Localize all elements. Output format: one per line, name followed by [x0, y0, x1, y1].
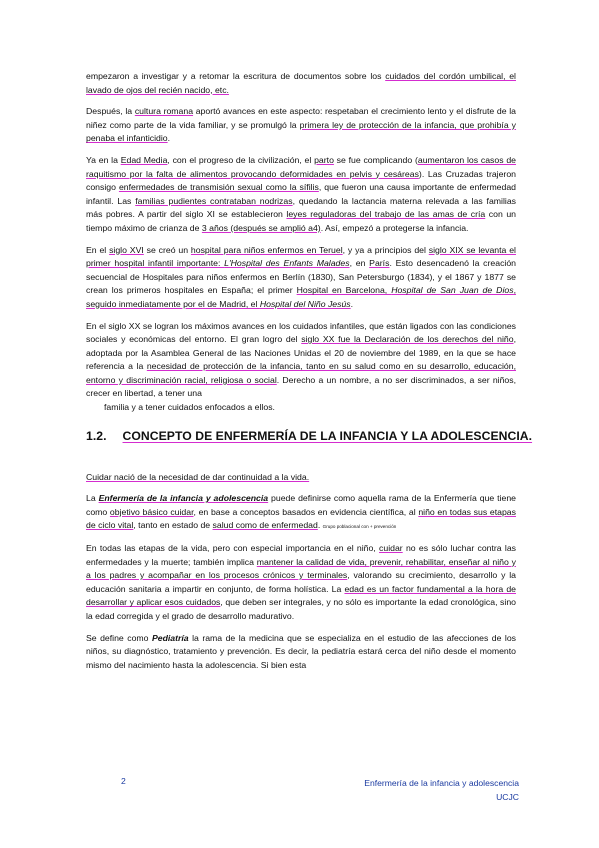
text-run: . [317, 520, 323, 531]
paragraph-nursing-definition [86, 492, 516, 534]
highlight-run: familias pudientes contrataban nodrizas [135, 195, 293, 206]
text-run: . [350, 298, 354, 309]
text-run: no es sólo luchar contra las enfermedades y la muerte; también implica [86, 543, 516, 567]
paragraph-umbilical-care [86, 70, 516, 97]
highlight-run: parto [314, 154, 334, 165]
highlight-run: L'Hospital des Enfants Malades [224, 258, 350, 269]
text-run: , quedando la lactancia materna relevada a las familias más pobres. A partir del siglo XI se establecieron [86, 195, 516, 220]
text-run: puede definirse como aquella rama de la Enfermería que tiene como [86, 493, 516, 517]
text-run: , con el progreso de la civilización, el [167, 154, 315, 165]
paragraph-pediatrics-definition [86, 632, 516, 673]
highlight-run: Cuidar nació de la necesidad de dar continuidad a la vida. [86, 471, 310, 482]
text-run: se fue complicando ( [333, 154, 418, 165]
paragraph-caring-origin [86, 471, 516, 485]
text-run: . Así, empezó a protegerse la infancia. [320, 222, 469, 233]
section-number: 1.2. [86, 428, 107, 443]
paragraph-middle-ages [86, 154, 516, 236]
highlight-run: siglo XX fue la Declaración de los derechos del niño [301, 334, 514, 345]
highlight-run: enfermedades de transmisión sexual como la sífilis [118, 182, 319, 193]
margin-note: Grupo poblacional con + prevención [322, 524, 397, 530]
text-run: , en base a conceptos basados en evidencia científica, al [193, 506, 419, 517]
text-run: . [167, 133, 171, 144]
text-run: con un tiempo máximo de crianza de [86, 209, 516, 233]
text-run: ). Las Cruzadas trajeron consigo [86, 168, 516, 193]
highlight-run: cuidados del cordón umbilical, el lavado de ojos del recién nacido, etc. [86, 71, 516, 95]
highlight-run: objetivo básico cuidar [109, 506, 194, 517]
section-heading [86, 428, 533, 443]
highlight-run: cultura romana [134, 106, 194, 117]
text-run: , que fueron una causa importante de enfermedad infantil. Las [86, 182, 517, 206]
highlight-run: Hospital en Barcelona, [296, 285, 392, 296]
text-run: En el [86, 244, 110, 255]
text-run: , que deben ser integrales, y no sólo es importante la edad cronológica, sino la edad corregida y el grado de desarrollo madurativo. [86, 597, 516, 621]
paragraph-hospitals-history [86, 244, 516, 312]
highlight-run: Edad Media [120, 154, 168, 165]
text-run: la rama de la medicina que se especializa en el estudio de las afecciones de los niños, su diagnóstico, tratamiento y prevención. Es decir, la pediatría estará cerca del niño desde el momento mismo del nacimiento hasta la adolescencia. Si bien esta [86, 632, 516, 670]
text-run: , en [349, 258, 370, 269]
text-run: aportó avances en este aspecto: respetaban el crecimiento lento y el disfrute de la niñez como parte de la vida familiar, y se promulgó la [86, 106, 516, 130]
highlight-run: necesidad de protección de la infancia, tanto en su salud como en su desarrollo, educación, entorno y discriminación racial, religiosa o social [86, 361, 516, 385]
highlight-run: mantener la calidad de vida, prevenir, rehabilitar, enseñar al niño y a los padres y acompañar en los procesos crónicos y terminales [86, 556, 516, 581]
text-run: se creó un [143, 244, 191, 255]
highlight-run: edad es un factor fundamental a la hora de desarrollar y aplicar esos cuidados [86, 583, 516, 608]
highlight-run: Hospital del Niño Jesús [259, 298, 351, 309]
page-content [86, 70, 533, 680]
highlight-run: 3 años (después se amplió a4) [201, 222, 321, 233]
text-run: familia y a tener cuidados enfocados a ellos. [104, 402, 275, 413]
highlight-run: leyes reguladoras del trabajo de las amas de cría [286, 209, 486, 220]
paragraph-caring-scope [86, 542, 516, 624]
highlight-run: cuidar [379, 543, 403, 554]
text-run: , y ya a principios del [342, 244, 429, 255]
highlight-run: aumentaron los casos de raquitismo por la falta de alimentos provocando deformidades en pelvis y cesáreas [86, 154, 516, 179]
text-run: empezaron a investigar y a retomar la escritura de documentos sobre los [86, 71, 386, 81]
highlight-run: niño en todas sus etapas de ciclo vital [86, 506, 516, 531]
text-run: Después, la [86, 106, 135, 117]
text-run: La [86, 493, 99, 504]
paragraph-roman-culture [86, 105, 516, 146]
text-run: , tanto en estado de [133, 520, 213, 531]
highlight-run: primera ley de protección de la infancia, que prohibía y penaba el infanticidio [86, 119, 517, 144]
text-run: , adoptada por la Asamblea General de las Naciones Unidas el 20 de noviembre del 1989, en la que se hace referencia a la [86, 334, 516, 372]
highlight-run: siglo XIX se levanta el primer hospital infantil importante: [86, 244, 516, 269]
text-run: En todas las etapas de la vida, pero con especial importancia en el niño, [86, 543, 380, 554]
paragraph-twentieth-century [86, 320, 516, 415]
text-run: , valorando su crecimiento, desarrollo y la educación sanitaria a impartir en conjunto, de forma holística. La [86, 570, 516, 594]
text-run: En el siglo XX se logran los máximos avances en los cuidados infantiles, que están ligados con las condiciones sociales y económicas del entorno. El gran logro del [86, 320, 516, 345]
highlight-run: , seguido inmediatamente por el de Madrid, el [86, 285, 516, 309]
highlight-run: Enfermería de la infancia y adolescencia [98, 493, 269, 504]
text-run: Se define como [86, 632, 152, 643]
text-run: Ya en la [86, 154, 121, 165]
footer-course-title: Enfermería de la infancia y adolescencia [364, 778, 519, 788]
highlight-run: siglo XVI [109, 244, 144, 255]
page-number: 2 [121, 776, 126, 786]
highlight-run: Hospital de San Juan de Dios [391, 285, 514, 296]
footer-block [364, 776, 519, 804]
text-run: . Esto desencadenó la creación secuencial de Hospitales para niños enfermos en Berlín (1830), San Petersburgo (1834), y el 1867 y 1877 se crean los primeros hospitales en España; el primer [86, 258, 517, 296]
section-title: CONCEPTO DE ENFERMERÍA DE LA INFANCIA Y LA ADOLESCENCIA. [122, 428, 533, 443]
text-run: . Derecho a un nombre, a no ser discriminados, a ser niños, crecer en libertad, a tener una [86, 374, 516, 399]
highlight-run: París [369, 258, 390, 269]
term-pediatria: Pediatría [151, 632, 189, 643]
highlight-run: hospital para niños enfermos en Teruel [190, 244, 343, 255]
footer-institution: UCJC [496, 792, 519, 802]
highlight-run: salud como de enfermedad [212, 520, 318, 531]
